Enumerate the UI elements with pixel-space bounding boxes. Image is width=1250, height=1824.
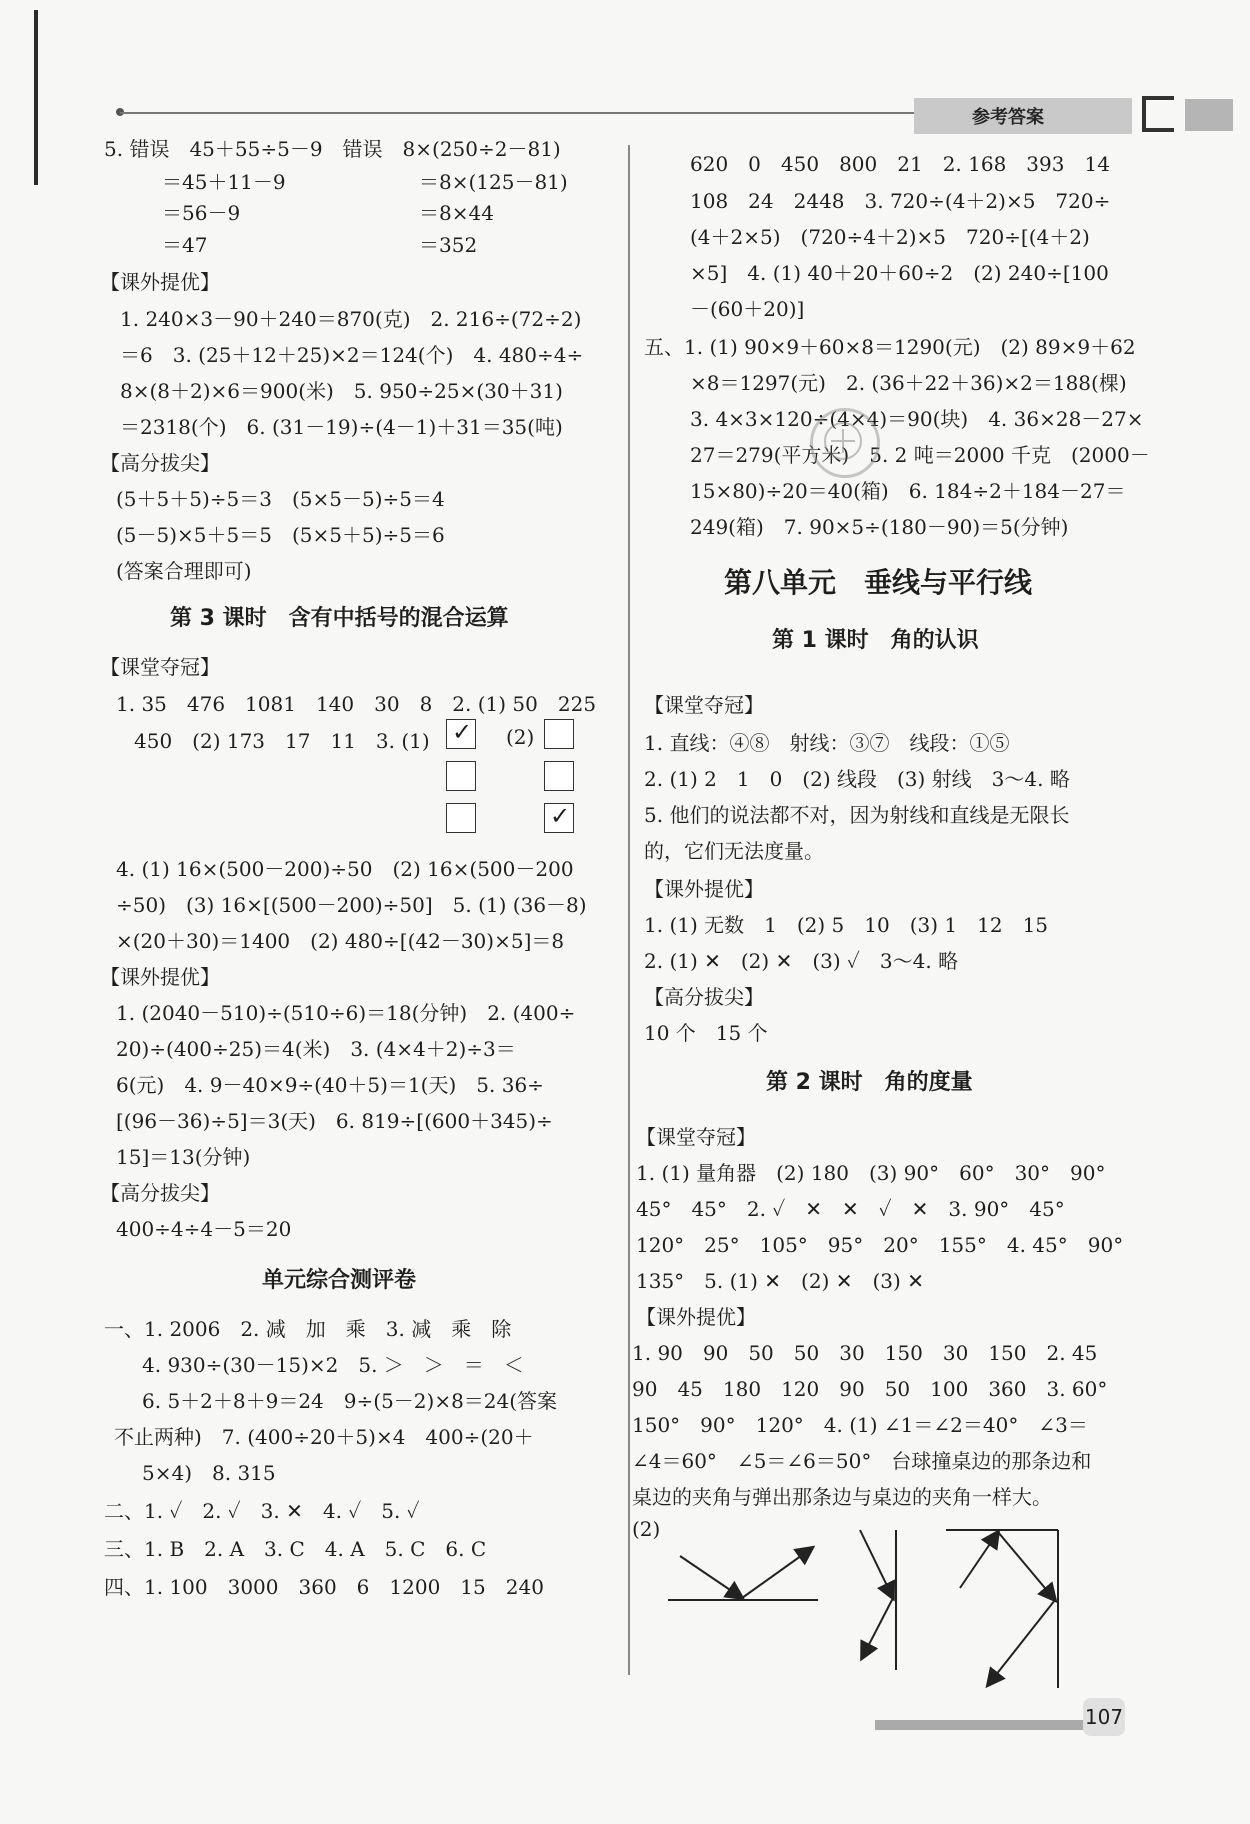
answer-line: 1. (1) 无数 1 (2) 5 10 (3) 1 12 15 (644, 913, 1049, 937)
answer-line: 249(箱) 7. 90×5÷(180－90)＝5(分钟) (690, 515, 1069, 539)
answer-line: 10 个 15 个 (644, 1021, 768, 1045)
answer-line: 1. 直线：④⑧ 射线：③⑦ 线段：①⑤ (644, 731, 1010, 755)
answer-line: ＝2318(个) 6. (31－19)÷(4－1)＋31＝35(吨) (120, 415, 563, 439)
answer-line: ×5] 4. (1) 40＋20＋60÷2 (2) 240÷[100 (690, 261, 1109, 285)
answer-line: 20)÷(400÷25)＝4(米) 3. (4×4＋2)÷3＝ (116, 1037, 516, 1061)
answer-line: 一、1. 2006 2. 减 加 乘 3. 减 乘 除 (104, 1317, 512, 1341)
book-spine (34, 10, 38, 185)
section-heading: 【高分拔尖】 (100, 1181, 220, 1205)
section-heading: 【高分拔尖】 (100, 451, 220, 475)
answer-line: 1. (1) 量角器 (2) 180 (3) 90° 60° 30° 90° (636, 1161, 1106, 1185)
check-icon: ✓ (452, 718, 473, 746)
answer-line: 四、1. 100 3000 360 6 1200 15 240 (104, 1575, 544, 1599)
diagram-wall-reflection (860, 1530, 896, 1670)
answer-line: 120° 25° 105° 95° 20° 155° 4. 45° 90° (636, 1233, 1124, 1257)
check-icon: ✓ (550, 802, 571, 830)
answer-line: ＝8×(125－81) (419, 170, 568, 194)
checkbox (446, 761, 476, 791)
answer-line: 的，它们无法度量。 (644, 839, 824, 863)
unit-test-title: 单元综合测评卷 (262, 1268, 417, 1293)
section-heading: 【课堂夺冠】 (644, 693, 764, 717)
section-heading: 【课堂夺冠】 (100, 655, 220, 679)
answer-line: (4＋2×5) (720÷4＋2)×5 720÷[(4＋2) (690, 225, 1090, 249)
answer-line: 二、1. ✓ 2. ✓ 3. ✕ 4. ✓ 5. ✓ (104, 1499, 420, 1523)
answer-line: 5×4) 8. 315 (142, 1461, 276, 1485)
answer-line: ＝56－9 (162, 201, 241, 225)
answer-line: －(60＋20)] (690, 297, 805, 321)
section-heading: 【课堂夺冠】 (636, 1125, 756, 1149)
answer-line: (2) (506, 725, 535, 749)
section-heading: 【课外提优】 (644, 877, 764, 901)
diagram-flat-reflection (668, 1548, 818, 1600)
checkbox (544, 803, 574, 833)
answer-line: 1. (2040－510)÷(510÷6)＝18(分钟) 2. (400÷ (116, 1001, 576, 1025)
answer-line: ＝8×44 (419, 201, 494, 225)
answer-line: 4. (1) 16×(500－200)÷50 (2) 16×(500－200 (116, 857, 574, 881)
answer-line: ×8＝1297(元) 2. (36＋22＋36)×2＝188(棵) (690, 371, 1127, 395)
answer-line: ÷50) (3) 16×[(500－200)÷50] 5. (1) (36－8) (116, 893, 587, 917)
answer-line: ＝47 (162, 233, 208, 257)
answer-line: ×(20＋30)＝1400 (2) 480÷[(42－30)×5]＝8 (116, 929, 565, 953)
header-bar (1185, 99, 1233, 131)
answer-line: 3. 4×3×120÷(4×4)＝90(块) 4. 36×28－27× (690, 407, 1144, 431)
answer-line: ＝6 3. (25＋12＋25)×2＝124(个) 4. 480÷4÷ (120, 343, 584, 367)
answer-line: 27＝279(平方米) 5. 2 吨＝2000 千克 (2000－ (690, 443, 1150, 467)
header-rule (120, 112, 1025, 114)
answer-line: ＝45＋11－9 (162, 170, 286, 194)
answer-line: 135° 5. (1) ✕ (2) ✕ (3) ✕ (636, 1269, 924, 1293)
header-mark-icon (1142, 96, 1174, 132)
answer-line: 三、1. B 2. A 3. C 4. A 5. C 6. C (104, 1537, 487, 1561)
answer-line: (5－5)×5＋5＝5 (5×5＋5)÷5＝6 (116, 523, 445, 547)
answer-line: (答案合理即可) (116, 559, 252, 583)
lesson-title: 第 2 课时 角的度量 (766, 1070, 973, 1095)
answer-line: (5＋5＋5)÷5＝3 (5×5－5)÷5＝4 (116, 487, 445, 511)
answer-line: 4. 930÷(30－15)×2 5. ＞ ＞ ＝ ＜ (142, 1353, 524, 1377)
section-heading: 【课外提优】 (636, 1305, 756, 1329)
section-heading: 【课外提优】 (100, 270, 220, 294)
answer-line: 桌边的夹角与弹出那条边与桌边的夹角一样大。 (632, 1485, 1052, 1509)
watermark-stamp (810, 408, 880, 478)
page-number: 107 (1083, 1698, 1125, 1736)
answer-line: 不止两种) 7. (400÷20＋5)×4 400÷(20＋ (114, 1425, 534, 1449)
answer-line: 45° 45° 2. ✓ ✕ ✕ ✓ ✕ 3. 90° 45° (636, 1197, 1065, 1221)
footer-bar (875, 1720, 1090, 1730)
diagram-corner-reflection (946, 1530, 1058, 1688)
answer-line: 1. 240×3－90＋240＝870(克) 2. 216÷(72÷2) (120, 307, 582, 331)
checkbox (446, 803, 476, 833)
column-divider (628, 145, 630, 1675)
answer-line: 90 45 180 120 90 50 100 360 3. 60° (632, 1377, 1108, 1401)
answer-line: 8×(8＋2)×6＝900(米) 5. 950÷25×(30＋31) (120, 379, 563, 403)
checkbox (446, 719, 476, 749)
answer-line: 620 0 450 800 21 2. 168 393 14 (690, 152, 1110, 176)
stamp-icon (821, 419, 865, 463)
answer-line: 108 24 2448 3. 720÷(4＋2)×5 720÷ (690, 189, 1111, 213)
answer-line: 15×80)÷20＝40(箱) 6. 184÷2＋184－27＝ (690, 479, 1126, 503)
answer-line: (2) (632, 1517, 661, 1541)
checkbox (544, 761, 574, 791)
section-tag: 参考答案 (914, 98, 1132, 134)
answer-line: 15]＝13(分钟) (116, 1145, 251, 1169)
answer-line: 400÷4÷4－5＝20 (116, 1217, 292, 1241)
unit-title: 第八单元 垂线与平行线 (724, 566, 1033, 599)
answer-line: 1. 35 476 1081 140 30 8 2. (1) 50 225 (116, 692, 597, 716)
reflection-diagram (660, 1520, 1080, 1700)
answer-line: 450 (2) 173 17 11 3. (1) (134, 729, 430, 753)
answer-line: 5. 错误 45＋55÷5－9 错误 8×(250÷2－81) (104, 137, 561, 161)
section-heading: 【高分拔尖】 (644, 985, 764, 1009)
answer-line: 1. 90 90 50 50 30 150 30 150 2. 45 (632, 1341, 1098, 1365)
answer-line: 6. 5＋2＋8＋9＝24 9÷(5－2)×8＝24(答案 (142, 1389, 558, 1413)
answer-line: 5. 他们的说法都不对，因为射线和直线是无限长 (644, 803, 1070, 827)
lesson-title: 第 1 课时 角的认识 (772, 628, 979, 653)
checkbox (544, 719, 574, 749)
answer-line: ∠4＝60° ∠5＝∠6＝50° 台球撞桌边的那条边和 (632, 1449, 1092, 1473)
answer-line: 6(元) 4. 9－40×9÷(40＋5)＝1(天) 5. 36÷ (116, 1073, 544, 1097)
answer-line: 150° 90° 120° 4. (1) ∠1＝∠2＝40° ∠3＝ (632, 1413, 1088, 1437)
answer-line: 2. (1) 2 1 0 (2) 线段 (3) 射线 3～4. 略 (644, 767, 1070, 791)
answer-line: ＝352 (419, 233, 478, 257)
answer-line: 2. (1) ✕ (2) ✕ (3) ✓ 3～4. 略 (644, 949, 959, 973)
answer-line: 五、1. (1) 90×9＋60×8＝1290(元) (2) 89×9＋62 (644, 335, 1136, 359)
answer-line: [(96－36)÷5]＝3(天) 6. 819÷[(600＋345)÷ (116, 1109, 553, 1133)
lesson-title: 第 3 课时 含有中括号的混合运算 (170, 606, 509, 631)
section-heading: 【课外提优】 (100, 965, 220, 989)
